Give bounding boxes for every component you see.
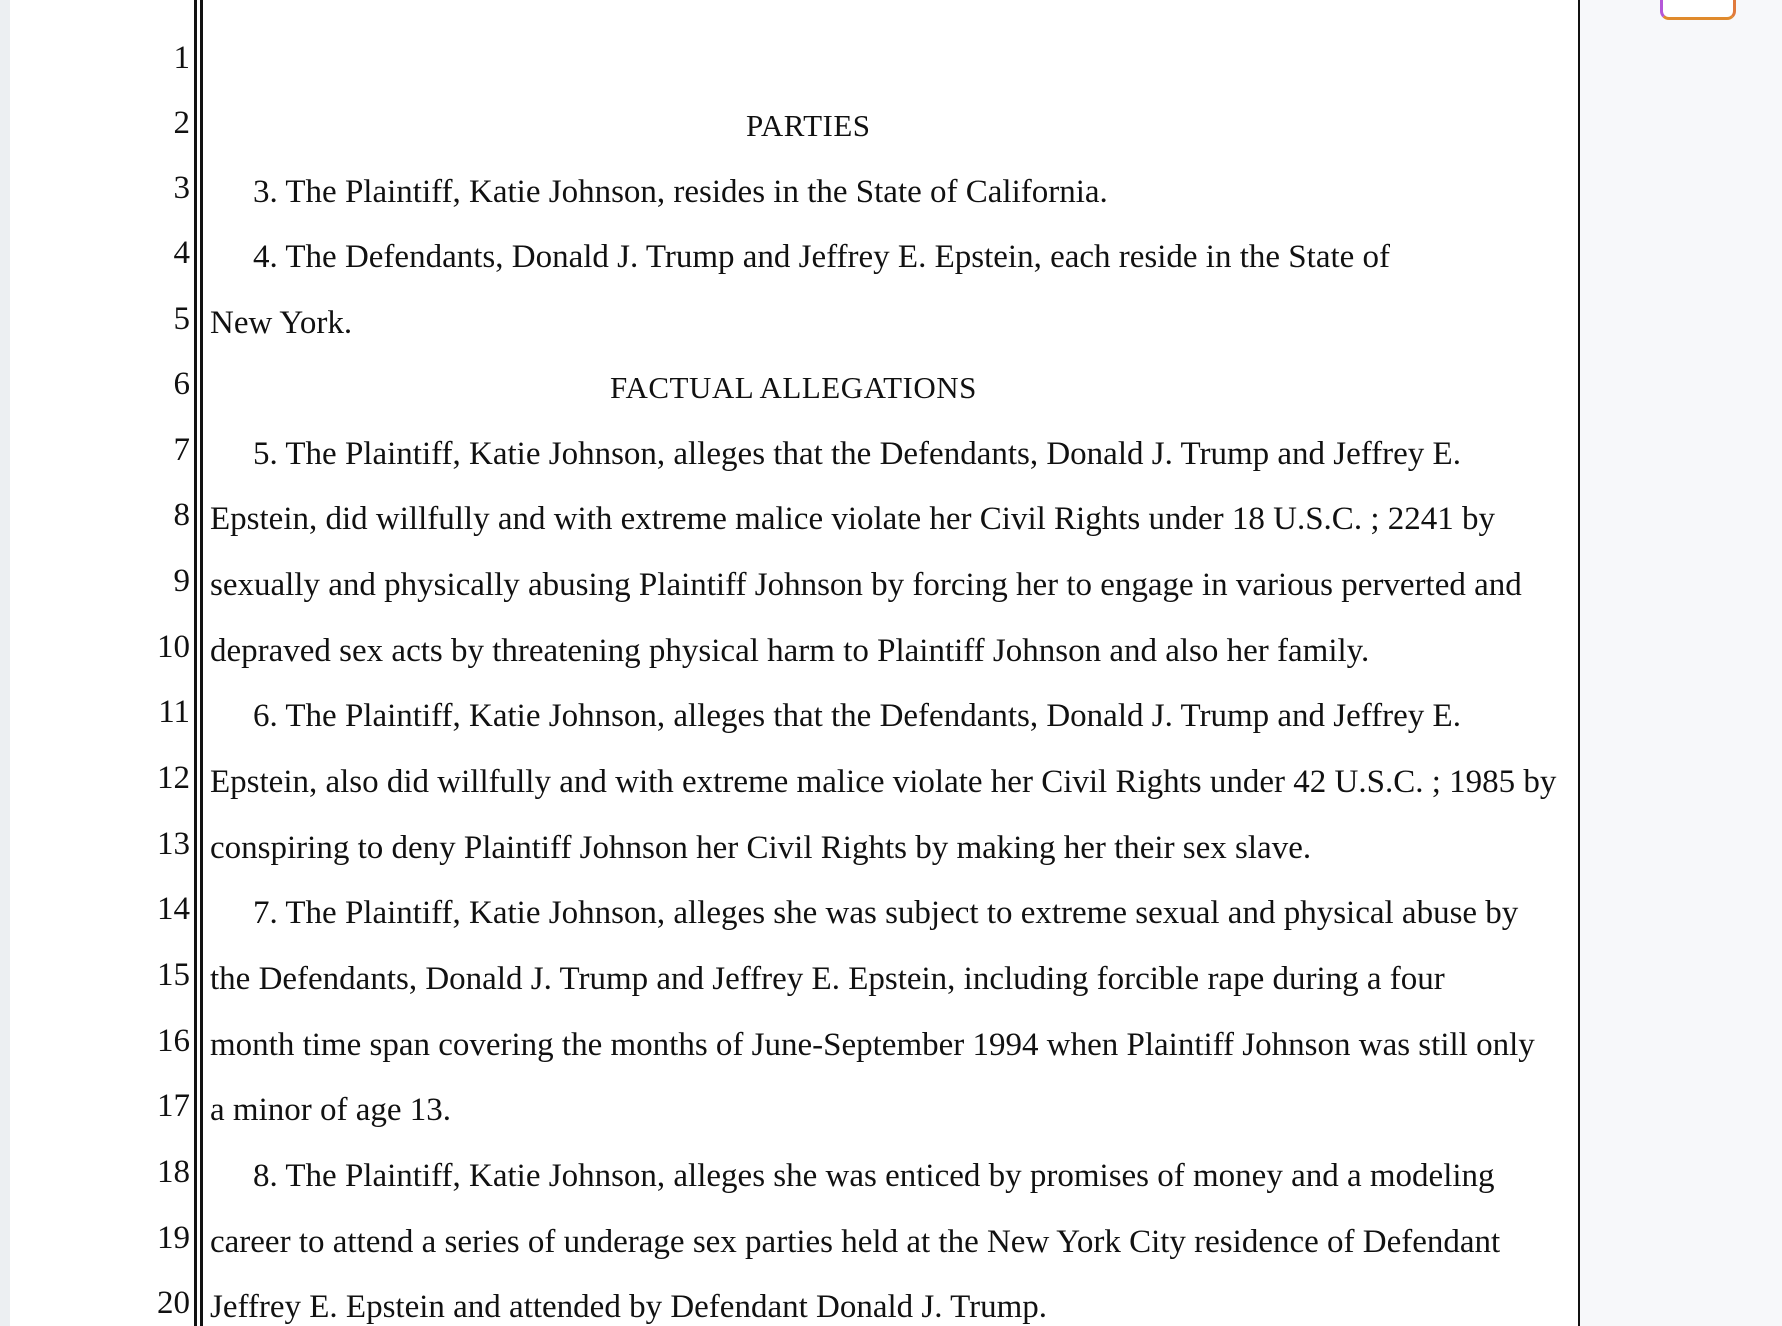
line-number: 17 — [157, 1088, 190, 1124]
line-number: 2 — [173, 105, 190, 141]
line-number: 8 — [173, 497, 190, 533]
line-number: 20 — [157, 1285, 190, 1321]
line-number: 16 — [157, 1023, 190, 1059]
paragraph-line: Epstein, also did willfully and with extreme malice violate her Civil Rights under 42 U.S.C. ; 1985 by — [210, 764, 1557, 800]
paragraph-line: month time span covering the months of June-September 1994 when Plaintiff Johnson was still only — [210, 1027, 1535, 1063]
line-number: 6 — [173, 366, 190, 402]
paragraph-line: Epstein, did willfully and with extreme malice violate her Civil Rights under 18 U.S.C. ; 2241 by — [210, 501, 1495, 537]
paragraph-line: a minor of age 13. — [210, 1092, 452, 1128]
heading-parties: PARTIES — [746, 108, 871, 143]
paragraph-line: depraved sex acts by threatening physical harm to Plaintiff Johnson and also her family. — [210, 633, 1370, 669]
line-number: 15 — [157, 957, 190, 993]
paragraph-line: conspiring to deny Plaintiff Johnson her Civil Rights by making her their sex slave. — [210, 830, 1312, 866]
paragraph-line: Jeffrey E. Epstein and attended by Defendant Donald J. Trump. — [210, 1289, 1048, 1325]
paragraph-line: 5. The Plaintiff, Katie Johnson, alleges that the Defendants, Donald J. Trump and Jeffrey E. — [253, 436, 1461, 472]
line-number: 19 — [157, 1220, 190, 1256]
left-gutter — [0, 0, 10, 1326]
paragraph-line: 8. The Plaintiff, Katie Johnson, alleges she was enticed by promises of money and a modeling — [253, 1158, 1495, 1194]
left-margin-rule-inner — [200, 0, 203, 1326]
paragraph-line: career to attend a series of underage sex parties held at the New York City residence of Defendant — [210, 1224, 1501, 1260]
paragraph-line: 3. The Plaintiff, Katie Johnson, resides in the State of California. — [253, 174, 1108, 210]
line-number: 1 — [173, 40, 190, 76]
left-margin-rule — [194, 0, 197, 1326]
line-number: 13 — [157, 826, 190, 862]
line-number: 4 — [173, 235, 190, 271]
paragraph-line: sexually and physically abusing Plaintiff Johnson by forcing her to engage in various perverted and — [210, 567, 1522, 603]
line-number: 3 — [173, 170, 190, 206]
paragraph-line: 4. The Defendants, Donald J. Trump and Jeffrey E. Epstein, each reside in the State of — [253, 239, 1391, 275]
paragraph-line: New York. — [210, 305, 353, 341]
line-number: 5 — [173, 301, 190, 337]
line-number: 9 — [173, 563, 190, 599]
line-number: 12 — [157, 760, 190, 796]
toolbar-button[interactable] — [1660, 0, 1736, 20]
paragraph-line: 7. The Plaintiff, Katie Johnson, alleges she was subject to extreme sexual and physical abuse by — [253, 895, 1519, 931]
paragraph-line: 6. The Plaintiff, Katie Johnson, alleges that the Defendants, Donald J. Trump and Jeffrey E. — [253, 698, 1461, 734]
paragraph-line: the Defendants, Donald J. Trump and Jeffrey E. Epstein, including forcible rape during a four — [210, 961, 1445, 997]
line-number: 10 — [157, 629, 190, 665]
heading-factual-allegations: FACTUAL ALLEGATIONS — [610, 370, 977, 405]
line-number: 18 — [157, 1154, 190, 1190]
line-number: 11 — [158, 694, 190, 730]
line-number: 14 — [157, 891, 190, 927]
line-number: 7 — [173, 432, 190, 468]
document-page — [10, 0, 1580, 1326]
viewer-right-panel — [1580, 0, 1782, 1326]
